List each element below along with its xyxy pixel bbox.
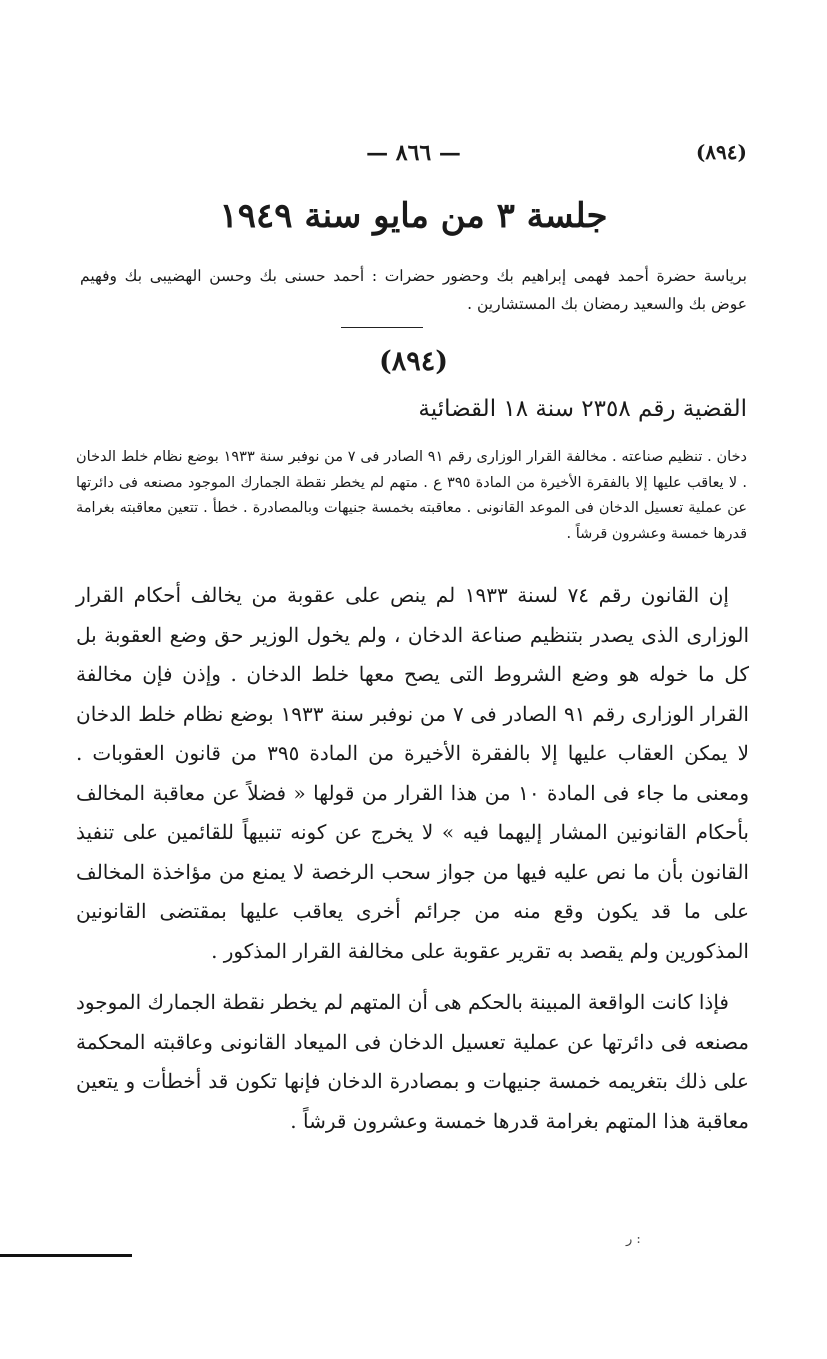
section-divider — [341, 327, 423, 328]
page-number: — ٨٦٦ — — [366, 140, 461, 166]
ruling-paragraph: فإذا كانت الواقعة المبينة بالحكم هى أن المتهم لم يخطر نقطة الجمارك الموجود مصنعه فى دائرتها عن عملية تعسيل الدخان فى الميعاد القانونى وعاقبته المحكمة على ذلك بتغريمه خمسة جنيهات و بمصادرة الدخان فإنها تكون قد أخطأت و يتعين معاقبة هذا المتهم بغرامة قدرها خمسة وعشرون قرشاً . — [76, 990, 749, 1133]
ruling-paragraph: إن القانون رقم ٧٤ لسنة ١٩٣٣ لم ينص على عقوبة من يخالف أحكام القرار الوزارى الذى يصدر بتنظيم صناعة الدخان ، ولم يخول الوزير حق وضع العقوبة بل كل ما خوله هو وضع الشروط التى يصح معها خلط الدخان . وإذن فإن مخالفة القرار الوزارى رقم ٩١ الصادر فى ٧ من نوفبر سنة ١٩٣٣ بوضع نظام خلط الدخان لا يمكن العقاب عليها إلا بالفقرة الأخيرة من المادة ٣٩٥ من قانون العقوبات . ومعنى ما جاء فى المادة ١٠ من هذا القرار من قولها « فضلاً عن معاقبة المخالف بأحكام القانونين المشار إليهما فيه » لا يخرج عن كونه تنبيهاً للقائمين على تنفيذ القانون بأن ما نص عليه فيها من جواز سحب الرخصة لا يمنع من مؤاخذة المخالف على ما قد يكون وقع منه من جرائم أخرى يعاقب عليها بمقتضى القانونين المذكورين ولم يقصد به تقرير عقوبة على مخالفة القرار المذكور . — [76, 583, 750, 963]
margin-scribble: ر : — [626, 1232, 641, 1247]
session-title: جلسة ٣ من مايو سنة ١٩٤٩ — [219, 196, 608, 236]
case-number: (٨٩٤) — [378, 346, 449, 377]
case-subject: القضية رقم ٢٣٥٨ سنة ١٨ القضائية — [418, 396, 747, 422]
presiding-judges: برياسة حضرة أحمد فهمى إبراهيم بك وحضور حضرات : أحمد حسنى بك وحسن الهضيبى بك وفهيم عوض بك والسعيد رمضان بك المستشارين . — [80, 267, 747, 313]
page-edge-mark — [0, 1254, 132, 1257]
page-header — [80, 140, 747, 174]
header-case-reference: (٨٩٤) — [695, 140, 747, 164]
case-summary: دخان . تنظيم صناعته . مخالفة القرار الوزارى رقم ٩١ الصادر فى ٧ من نوفبر سنة ١٩٣٣ بوضع نظام خلط الدخان . لا يعاقب عليها إلا بالفقرة الأخيرة من المادة ٣٩٥ ع . متهم لم يخطر نقطة الجمارك الموجود مصنعه فى دائرتها عن عملية تعسيل الدخان فى الموعد القانونى . معاقبته بخمسة جنيهات وبالمصادرة . خطأ . تتعين معاقبته بغرامة قدرها خمسة وعشرون قرشاً . — [76, 449, 748, 542]
ruling-body — [76, 576, 749, 1141]
